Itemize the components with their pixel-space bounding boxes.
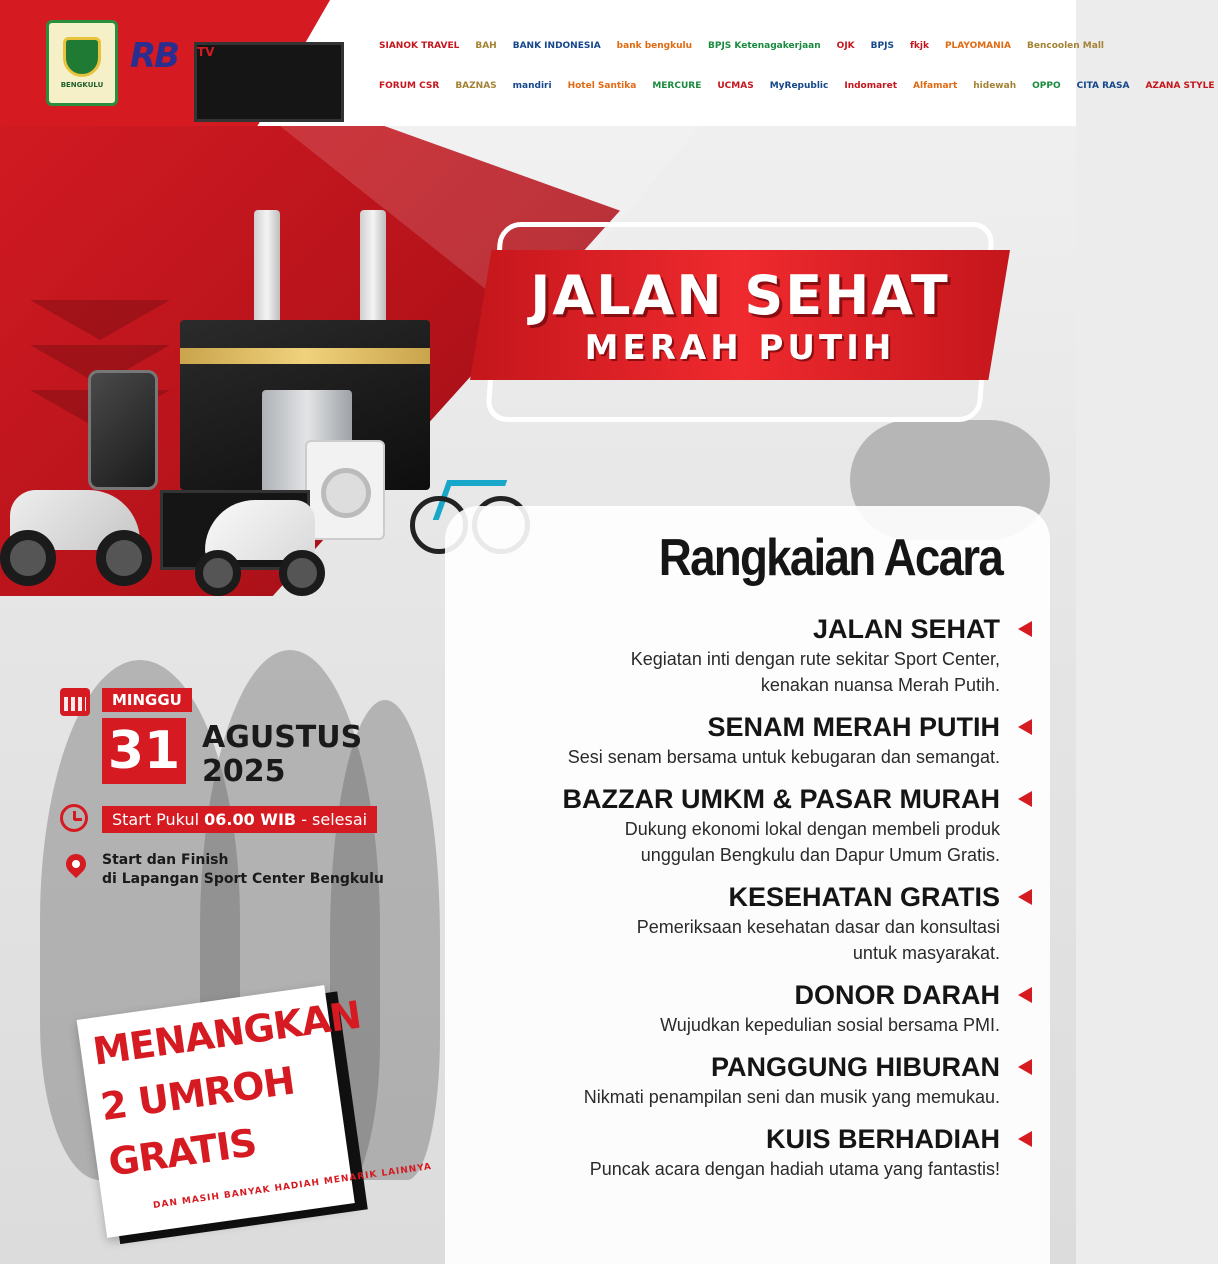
sponsor-logo: BAH xyxy=(475,41,497,51)
schedule-item-title: KESEHATAN GRATIS xyxy=(728,882,1000,912)
schedule-item-title: PANGGUNG HIBURAN xyxy=(711,1052,1000,1082)
sponsor-logo: UCMAS xyxy=(717,81,754,91)
sponsor-row xyxy=(376,26,1105,66)
time-suffix: - selesai xyxy=(296,810,368,829)
sponsor-logo: Bencoolen Mall xyxy=(1027,41,1105,51)
schedule-item-desc: Kegiatan inti dengan rute sekitar Sport Center, xyxy=(630,649,1000,669)
sponsor-logo: MERCURE xyxy=(652,81,702,91)
sponsor-logo: CITA RASA xyxy=(1076,81,1130,91)
event-year: 2025 xyxy=(202,754,286,789)
event-day: MINGGU xyxy=(102,688,192,712)
sponsor-logo: PLAYOMANIA xyxy=(944,41,1011,51)
sponsor-logo: BAZNAS xyxy=(455,81,497,91)
schedule-heading: Rangkaian Acara xyxy=(658,529,1002,587)
sponsor-logo: hidewah xyxy=(973,81,1017,91)
triangle-bullet-icon xyxy=(1018,719,1032,735)
sponsor-logo: BANK INDONESIA xyxy=(512,41,601,51)
sponsor-logo: mandiri xyxy=(512,81,552,91)
kaaba-band xyxy=(180,348,430,364)
header-band xyxy=(0,0,1215,126)
wheel xyxy=(96,530,152,586)
location-line-2: di Lapangan Sport Center Bengkulu xyxy=(102,871,384,887)
sponsor-logo: Alfamart xyxy=(913,81,958,91)
schedule-item-desc: Dukung ekonomi lokal dengan membeli produk xyxy=(624,819,1000,839)
sponsor-logo: MyRepublic xyxy=(769,81,829,91)
sponsor-logos xyxy=(376,26,1215,106)
schedule-item xyxy=(445,880,1050,966)
sponsor-logo: SIANOK TRAVEL xyxy=(379,41,460,51)
event-month: AGUSTUS xyxy=(202,720,363,755)
schedule-item-desc: Nikmati penampilan seni dan musik yang memukau. xyxy=(583,1087,1000,1107)
sponsor-logo: FORUM CSR xyxy=(379,81,440,91)
promo-line-3: GRATIS xyxy=(105,1120,259,1185)
event-time xyxy=(102,806,377,833)
schedule-panel xyxy=(445,506,1050,1264)
calendar-icon xyxy=(60,688,90,716)
promo-small-text: DAN MASIH BANYAK HADIAH MENARIK LAINNYA xyxy=(152,1162,433,1212)
sponsor-logo: OPPO xyxy=(1032,81,1061,91)
schedule-list xyxy=(445,612,1050,1182)
minaret xyxy=(360,210,386,330)
minaret xyxy=(254,210,280,330)
promo-card xyxy=(77,985,433,1238)
sponsor-logo: Indomaret xyxy=(844,81,898,91)
schedule-item xyxy=(445,612,1050,698)
schedule-item-desc: Puncak acara dengan hadiah utama yang fantastis! xyxy=(589,1159,1000,1179)
sponsor-logo: OJK xyxy=(836,41,855,51)
triangle-bullet-icon xyxy=(1018,889,1032,905)
schedule-item-desc: Wujudkan kepedulian sosial bersama PMI. xyxy=(660,1015,1000,1035)
schedule-item-title: KUIS BERHADIAH xyxy=(765,1124,1000,1154)
promo-line-1: MENANGKAN xyxy=(90,992,364,1074)
schedule-item-title: DONOR DARAH xyxy=(794,980,1000,1010)
sponsor-logo: Hotel Santika xyxy=(567,81,637,91)
promo-line-2: 2 UMROH xyxy=(97,1058,297,1130)
sponsor-row xyxy=(376,66,1215,106)
sponsor-logo: BPJS Ketenagakerjaan xyxy=(708,41,821,51)
rb-logo-text: RB xyxy=(130,36,179,76)
umroh-promo-card xyxy=(77,982,433,1257)
schedule-item-title: SENAM MERAH PUTIH xyxy=(707,712,1000,742)
wheel xyxy=(195,550,241,596)
washer-door xyxy=(321,468,371,518)
shield-icon xyxy=(63,37,101,77)
location-line-1: Start dan Finish xyxy=(102,852,229,868)
triangle-bullet-icon xyxy=(1018,1059,1032,1075)
triangle-bullet-icon xyxy=(1018,1131,1032,1147)
sponsor-logo: fkjk xyxy=(909,41,929,51)
schedule-item xyxy=(445,1050,1050,1110)
motorcycle xyxy=(0,460,150,590)
event-date: 31 xyxy=(102,718,186,784)
triangle-bullet-icon xyxy=(1018,791,1032,807)
schedule-item-desc: kenakan nuansa Merah Putih. xyxy=(760,675,1000,695)
schedule-item xyxy=(445,782,1050,868)
schedule-item-desc: Pemeriksaan kesehatan dasar dan konsultasi xyxy=(636,917,1000,937)
title-badge xyxy=(470,210,1010,435)
schedule-item-desc: untuk masyarakat. xyxy=(852,943,1000,963)
schedule-item-title: JALAN SEHAT xyxy=(812,614,1000,644)
province-logo-text: BENGKULU xyxy=(60,81,104,89)
sponsor-logo: AZANA STYLE xyxy=(1145,81,1215,91)
schedule-item xyxy=(445,978,1050,1038)
triangle-bullet-icon xyxy=(1018,621,1032,637)
schedule-item-desc: unggulan Bengkulu dan Dapur Umum Gratis. xyxy=(640,845,1000,865)
wheel xyxy=(0,530,56,586)
wheel xyxy=(279,550,325,596)
schedule-item xyxy=(445,1122,1050,1182)
triangle-bullet-icon xyxy=(1018,987,1032,1003)
time-prefix: Start Pukul xyxy=(112,810,205,829)
province-logo xyxy=(46,20,118,106)
rbtv-logo xyxy=(130,36,234,86)
clock-icon xyxy=(60,804,88,832)
schedule-item-title: BAZZAR UMKM & PASAR MURAH xyxy=(562,784,1000,814)
event-title: JALAN SEHAT xyxy=(530,264,950,327)
time-value: 06.00 WIB xyxy=(204,810,297,829)
event-subtitle: MERAH PUTIH xyxy=(584,328,896,368)
sponsor-logo: BPJS xyxy=(870,41,894,51)
electric-scooter xyxy=(195,490,325,600)
schedule-item-desc: Sesi senam bersama untuk kebugaran dan semangat. xyxy=(567,747,1000,767)
tv-logo-text: TV xyxy=(194,42,344,122)
schedule-item xyxy=(445,710,1050,770)
sponsor-logo: bank bengkulu xyxy=(616,41,692,51)
